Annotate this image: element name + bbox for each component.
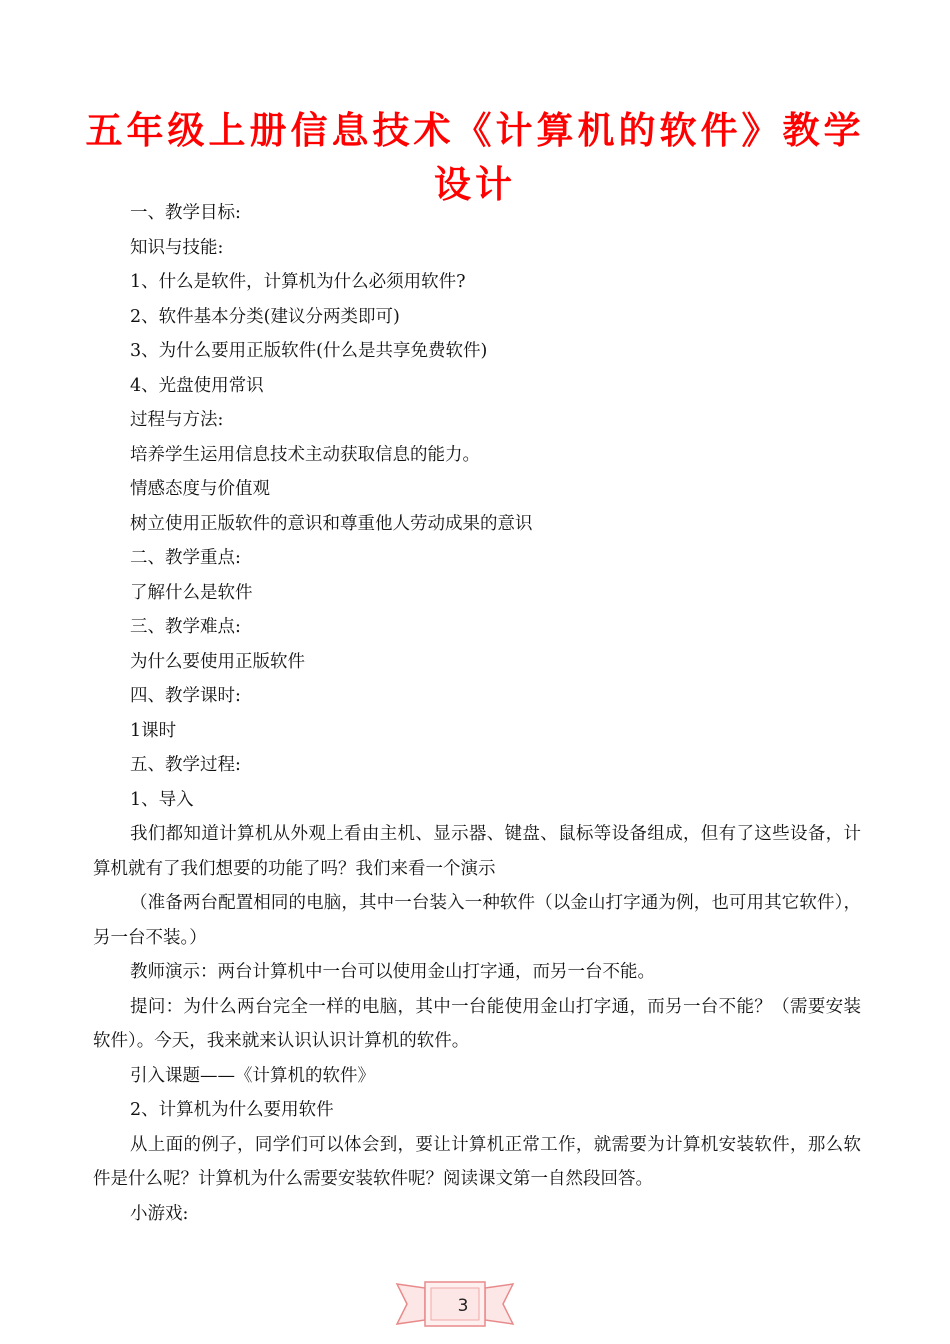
document-title: 五年级上册信息技术《计算机的软件》教学设计 (85, 109, 865, 206)
paragraph: 小游戏: (130, 1203, 189, 1224)
list-item: 4、光盘使用常识 (130, 375, 264, 396)
subheading-introduction: 1、导入 (130, 789, 194, 810)
paragraph: 为什么要使用正版软件 (130, 651, 305, 672)
heading-class-hours: 四、教学课时: (130, 686, 241, 706)
paragraph: 提问：为什么两台完全一样的电脑，其中一台能使用金山打字通，而另一台不能？（需要安装软件）。今天，我来就来认识认识计算机的软件。 (93, 996, 861, 1051)
page-number: 3 (457, 1296, 469, 1316)
list-item: 2、软件基本分类(建议分两类即可) (130, 306, 400, 327)
subheading-process-method: 过程与方法: (130, 410, 224, 430)
subheading-why-software: 2、计算机为什么要用软件 (130, 1100, 334, 1120)
subheading-knowledge-skills: 知识与技能: (130, 237, 224, 258)
list-item: 1、什么是软件，计算机为什么必须用软件? (130, 272, 466, 292)
paragraph: 教师演示：两台计算机中一台可以使用金山打字通，而另一台不能。 (130, 962, 655, 982)
paragraph: 培养学生运用信息技术主动获取信息的能力。 (130, 444, 480, 465)
heading-teaching-process: 五、教学过程: (130, 755, 241, 775)
subheading-attitude-values: 情感态度与价值观 (130, 479, 270, 499)
document-body (93, 196, 861, 1231)
paragraph: 从上面的例子，同学们可以体会到，要让计算机正常工作，就需要为计算机安装软件，那么软件是什么呢？计算机为什么需要安装软件呢？阅读课文第一自然段回答。 (93, 1134, 861, 1189)
heading-key-points: 二、教学重点: (130, 548, 241, 568)
paragraph: （准备两台配置相同的电脑，其中一台装入一种软件（以金山打字通为例，也可用其它软件），另一台不装。） (93, 893, 861, 948)
paragraph: 引入课题——《计算机的软件》 (130, 1065, 375, 1086)
paragraph: 了解什么是软件 (130, 582, 253, 603)
paragraph: 1课时 (130, 720, 177, 741)
paragraph: 树立使用正版软件的意识和尊重他人劳动成果的意识 (130, 513, 533, 534)
list-item: 3、为什么要用正版软件(什么是共享免费软件) (130, 341, 488, 361)
paragraph: 我们都知道计算机从外观上看由主机、显示器、键盘、鼠标等设备组成，但有了这些设备，计算机就有了我们想要的功能了吗？我们来看一个演示 (93, 824, 861, 879)
heading-objectives: 一、教学目标: (130, 203, 241, 223)
page-footer (395, 1276, 515, 1336)
heading-difficulties: 三、教学难点: (130, 617, 241, 637)
